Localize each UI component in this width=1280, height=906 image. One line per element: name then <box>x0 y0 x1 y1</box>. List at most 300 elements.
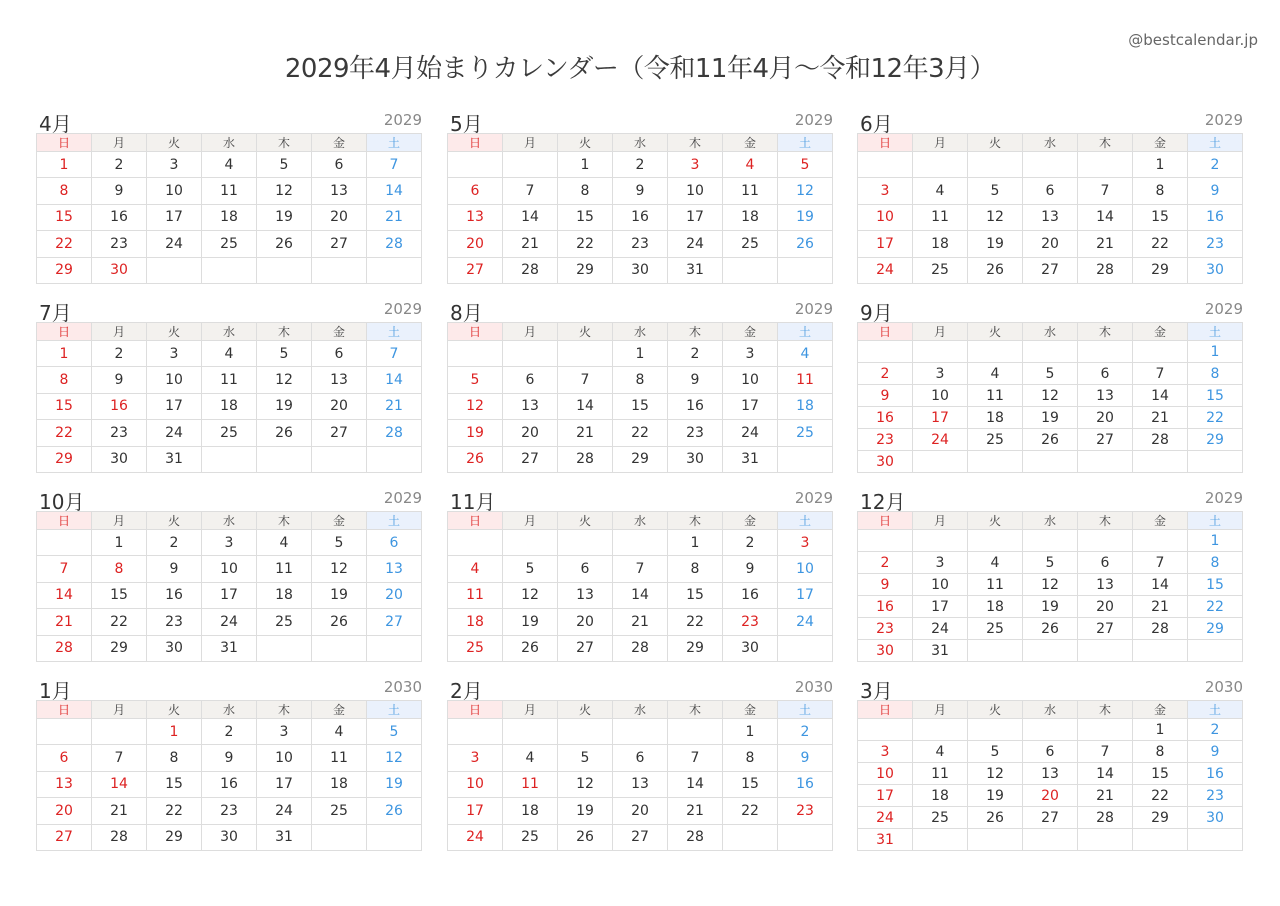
day-cell: 22 <box>558 231 613 257</box>
day-cell: 11 <box>503 771 558 797</box>
day-cell: 7 <box>367 341 422 367</box>
empty-cell <box>913 719 968 741</box>
day-cell: 12 <box>558 771 613 797</box>
day-cell: 23 <box>723 609 778 635</box>
weekday-header: 日 <box>37 512 92 530</box>
day-cell: 6 <box>1023 178 1078 204</box>
weekday-header: 金 <box>1133 701 1188 719</box>
day-cell: 8 <box>1188 552 1243 574</box>
day-cell: 22 <box>613 420 668 446</box>
empty-cell <box>1133 341 1188 363</box>
weekday-header: 日 <box>448 512 503 530</box>
weekday-header: 金 <box>1133 512 1188 530</box>
day-cell: 11 <box>968 574 1023 596</box>
day-cell: 6 <box>448 178 503 204</box>
day-cell: 25 <box>723 231 778 257</box>
empty-cell <box>202 257 257 283</box>
day-cell: 23 <box>858 618 913 640</box>
day-cell: 26 <box>968 257 1023 283</box>
day-cell: 11 <box>723 178 778 204</box>
empty-cell <box>968 341 1023 363</box>
day-cell: 15 <box>558 204 613 230</box>
day-cell: 21 <box>558 420 613 446</box>
day-cell: 12 <box>1023 385 1078 407</box>
empty-cell <box>147 257 202 283</box>
day-cell: 3 <box>723 341 778 367</box>
day-cell: 13 <box>312 367 367 393</box>
day-cell: 10 <box>448 771 503 797</box>
weekday-header: 土 <box>367 323 422 341</box>
day-cell: 4 <box>202 152 257 178</box>
day-cell: 9 <box>723 556 778 582</box>
day-cell: 16 <box>613 204 668 230</box>
day-cell: 21 <box>1078 231 1133 257</box>
day-cell: 21 <box>367 204 422 230</box>
day-cell: 21 <box>1133 407 1188 429</box>
day-cell: 14 <box>1133 385 1188 407</box>
day-cell: 4 <box>723 152 778 178</box>
day-cell: 13 <box>312 178 367 204</box>
day-cell: 31 <box>257 824 312 850</box>
day-cell: 23 <box>202 798 257 824</box>
day-cell: 7 <box>367 152 422 178</box>
month-year: 2030 <box>1204 678 1243 696</box>
day-cell: 5 <box>312 530 367 556</box>
day-cell: 8 <box>1188 363 1243 385</box>
day-cell: 16 <box>92 204 147 230</box>
day-cell: 21 <box>37 609 92 635</box>
day-cell: 20 <box>312 393 367 419</box>
day-cell: 14 <box>503 204 558 230</box>
day-cell: 28 <box>558 446 613 472</box>
day-cell: 25 <box>968 429 1023 451</box>
weekday-header: 土 <box>778 512 833 530</box>
day-cell: 18 <box>503 798 558 824</box>
day-cell: 26 <box>367 798 422 824</box>
day-cell: 1 <box>1133 719 1188 741</box>
day-cell: 23 <box>1188 785 1243 807</box>
day-cell: 10 <box>858 204 913 230</box>
day-cell: 15 <box>613 393 668 419</box>
month-name: 2月 <box>450 679 483 703</box>
weekday-header: 月 <box>503 512 558 530</box>
day-cell: 16 <box>723 582 778 608</box>
day-cell: 31 <box>913 640 968 662</box>
empty-cell <box>968 640 1023 662</box>
month-table <box>447 133 833 284</box>
month-table <box>447 700 833 851</box>
empty-cell <box>312 824 367 850</box>
month-block <box>447 297 833 481</box>
day-cell: 28 <box>367 420 422 446</box>
day-cell: 13 <box>367 556 422 582</box>
month-name: 4月 <box>39 112 72 136</box>
day-cell: 12 <box>367 745 422 771</box>
empty-cell <box>1188 829 1243 851</box>
day-cell: 18 <box>202 393 257 419</box>
day-cell: 29 <box>1188 429 1243 451</box>
day-cell: 26 <box>448 446 503 472</box>
day-cell: 20 <box>312 204 367 230</box>
day-cell: 15 <box>1188 385 1243 407</box>
day-cell: 21 <box>367 393 422 419</box>
day-cell: 10 <box>778 556 833 582</box>
day-cell: 16 <box>858 596 913 618</box>
day-cell: 9 <box>778 745 833 771</box>
day-cell: 24 <box>858 807 913 829</box>
day-cell: 15 <box>1133 763 1188 785</box>
weekday-header: 木 <box>1078 323 1133 341</box>
day-cell: 8 <box>1133 741 1188 763</box>
empty-cell <box>448 530 503 556</box>
weekday-header: 火 <box>968 512 1023 530</box>
day-cell: 2 <box>668 341 723 367</box>
day-cell: 28 <box>92 824 147 850</box>
day-cell: 2 <box>1188 152 1243 178</box>
empty-cell <box>1133 530 1188 552</box>
empty-cell <box>1188 640 1243 662</box>
month-year: 2030 <box>383 678 422 696</box>
day-cell: 29 <box>1133 257 1188 283</box>
weekday-header: 水 <box>202 323 257 341</box>
day-cell: 1 <box>723 719 778 745</box>
month-year: 2029 <box>794 489 833 507</box>
empty-cell <box>913 829 968 851</box>
empty-cell <box>257 446 312 472</box>
weekday-header: 日 <box>37 323 92 341</box>
empty-cell <box>1023 640 1078 662</box>
empty-cell <box>858 530 913 552</box>
day-cell: 4 <box>913 178 968 204</box>
day-cell: 6 <box>613 745 668 771</box>
empty-cell <box>1023 451 1078 473</box>
empty-cell <box>92 719 147 745</box>
weekday-header: 土 <box>778 323 833 341</box>
weekday-header: 日 <box>858 323 913 341</box>
empty-cell <box>668 719 723 745</box>
weekday-header: 金 <box>312 701 367 719</box>
day-cell: 22 <box>92 609 147 635</box>
empty-cell <box>913 451 968 473</box>
day-cell: 18 <box>968 596 1023 618</box>
empty-cell <box>1023 152 1078 178</box>
day-cell: 28 <box>37 635 92 661</box>
day-cell: 31 <box>858 829 913 851</box>
day-cell: 24 <box>257 798 312 824</box>
day-cell: 30 <box>723 635 778 661</box>
weekday-header: 土 <box>778 134 833 152</box>
empty-cell <box>558 719 613 745</box>
day-cell: 4 <box>312 719 367 745</box>
day-cell: 2 <box>613 152 668 178</box>
weekday-header: 金 <box>723 134 778 152</box>
month-table <box>447 511 833 662</box>
empty-cell <box>367 257 422 283</box>
month-table <box>36 133 422 284</box>
day-cell: 17 <box>147 204 202 230</box>
day-cell: 19 <box>312 582 367 608</box>
empty-cell <box>37 530 92 556</box>
day-cell: 24 <box>147 231 202 257</box>
month-name: 10月 <box>39 490 85 514</box>
day-cell: 25 <box>312 798 367 824</box>
day-cell: 20 <box>1078 596 1133 618</box>
day-cell: 28 <box>367 231 422 257</box>
weekday-header: 木 <box>1078 134 1133 152</box>
month-year: 2029 <box>1204 489 1243 507</box>
weekday-header: 土 <box>1188 512 1243 530</box>
day-cell: 1 <box>92 530 147 556</box>
day-cell: 20 <box>503 420 558 446</box>
empty-cell <box>778 824 833 850</box>
day-cell: 27 <box>558 635 613 661</box>
weekday-header: 木 <box>1078 512 1133 530</box>
month-table <box>857 700 1243 851</box>
day-cell: 30 <box>202 824 257 850</box>
day-cell: 18 <box>968 407 1023 429</box>
month-year: 2029 <box>383 111 422 129</box>
day-cell: 7 <box>1078 178 1133 204</box>
day-cell: 19 <box>257 393 312 419</box>
day-cell: 4 <box>257 530 312 556</box>
month-year: 2029 <box>1204 300 1243 318</box>
day-cell: 30 <box>147 635 202 661</box>
day-cell: 5 <box>257 341 312 367</box>
weekday-header: 月 <box>503 134 558 152</box>
weekday-header: 土 <box>1188 701 1243 719</box>
weekday-header: 水 <box>613 134 668 152</box>
day-cell: 11 <box>913 204 968 230</box>
empty-cell <box>448 719 503 745</box>
day-cell: 28 <box>1133 429 1188 451</box>
day-cell: 24 <box>202 609 257 635</box>
day-cell: 24 <box>913 618 968 640</box>
empty-cell <box>558 530 613 556</box>
day-cell: 21 <box>503 231 558 257</box>
day-cell: 14 <box>367 367 422 393</box>
weekday-header: 火 <box>558 134 613 152</box>
weekday-header: 月 <box>503 323 558 341</box>
empty-cell <box>1023 829 1078 851</box>
day-cell: 6 <box>367 530 422 556</box>
day-cell: 21 <box>1133 596 1188 618</box>
weekday-header: 水 <box>202 512 257 530</box>
empty-cell <box>503 341 558 367</box>
weekday-header: 水 <box>1023 134 1078 152</box>
day-cell: 25 <box>202 231 257 257</box>
weekday-header: 月 <box>503 701 558 719</box>
day-cell: 7 <box>1133 363 1188 385</box>
month-block <box>36 297 422 481</box>
weekday-header: 水 <box>1023 512 1078 530</box>
day-cell: 7 <box>613 556 668 582</box>
day-cell: 5 <box>1023 363 1078 385</box>
day-cell: 25 <box>257 609 312 635</box>
empty-cell <box>257 257 312 283</box>
day-cell: 18 <box>913 231 968 257</box>
weekday-header: 金 <box>723 323 778 341</box>
day-cell: 13 <box>1078 574 1133 596</box>
weekday-header: 水 <box>613 701 668 719</box>
month-block <box>447 675 833 859</box>
day-cell: 27 <box>1078 618 1133 640</box>
day-cell: 8 <box>723 745 778 771</box>
day-cell: 23 <box>858 429 913 451</box>
weekday-header: 金 <box>312 134 367 152</box>
empty-cell <box>1133 451 1188 473</box>
day-cell: 6 <box>1078 363 1133 385</box>
weekday-header: 月 <box>92 701 147 719</box>
day-cell: 8 <box>558 178 613 204</box>
weekday-header: 火 <box>558 323 613 341</box>
weekday-header: 日 <box>858 701 913 719</box>
day-cell: 5 <box>1023 552 1078 574</box>
weekday-header: 金 <box>723 701 778 719</box>
day-cell: 13 <box>613 771 668 797</box>
day-cell: 30 <box>858 640 913 662</box>
day-cell: 20 <box>1023 231 1078 257</box>
day-cell: 11 <box>257 556 312 582</box>
day-cell: 11 <box>913 763 968 785</box>
day-cell: 17 <box>723 393 778 419</box>
month-block <box>857 675 1243 859</box>
day-cell: 12 <box>257 367 312 393</box>
day-cell: 4 <box>778 341 833 367</box>
month-name: 11月 <box>450 490 496 514</box>
weekday-header: 月 <box>913 512 968 530</box>
day-cell: 31 <box>668 257 723 283</box>
day-cell: 14 <box>92 771 147 797</box>
day-cell: 21 <box>1078 785 1133 807</box>
day-cell: 7 <box>92 745 147 771</box>
weekday-header: 水 <box>1023 701 1078 719</box>
day-cell: 24 <box>147 420 202 446</box>
empty-cell <box>1078 341 1133 363</box>
empty-cell <box>1023 341 1078 363</box>
day-cell: 12 <box>312 556 367 582</box>
day-cell: 16 <box>147 582 202 608</box>
day-cell: 30 <box>858 451 913 473</box>
day-cell: 12 <box>257 178 312 204</box>
day-cell: 26 <box>1023 618 1078 640</box>
day-cell: 19 <box>1023 596 1078 618</box>
day-cell: 4 <box>968 363 1023 385</box>
day-cell: 20 <box>613 798 668 824</box>
day-cell: 25 <box>448 635 503 661</box>
empty-cell <box>558 341 613 367</box>
month-block <box>36 108 422 292</box>
day-cell: 21 <box>668 798 723 824</box>
weekday-header: 木 <box>668 701 723 719</box>
day-cell: 10 <box>147 367 202 393</box>
empty-cell <box>1078 530 1133 552</box>
empty-cell <box>858 341 913 363</box>
empty-cell <box>367 824 422 850</box>
day-cell: 22 <box>668 609 723 635</box>
empty-cell <box>37 719 92 745</box>
empty-cell <box>778 257 833 283</box>
day-cell: 10 <box>147 178 202 204</box>
day-cell: 26 <box>778 231 833 257</box>
day-cell: 9 <box>858 385 913 407</box>
page-title: 2029年4月始まりカレンダー（令和11年4月〜令和12年3月） <box>284 54 996 84</box>
day-cell: 9 <box>92 367 147 393</box>
month-table <box>857 511 1243 662</box>
day-cell: 29 <box>37 446 92 472</box>
day-cell: 16 <box>1188 763 1243 785</box>
day-cell: 3 <box>257 719 312 745</box>
day-cell: 19 <box>968 231 1023 257</box>
weekday-header: 木 <box>668 134 723 152</box>
day-cell: 8 <box>37 178 92 204</box>
day-cell: 18 <box>723 204 778 230</box>
weekday-header: 土 <box>367 512 422 530</box>
day-cell: 19 <box>503 609 558 635</box>
month-year: 2029 <box>383 489 422 507</box>
empty-cell <box>723 257 778 283</box>
day-cell: 27 <box>448 257 503 283</box>
day-cell: 14 <box>558 393 613 419</box>
day-cell: 22 <box>37 420 92 446</box>
day-cell: 23 <box>1188 231 1243 257</box>
day-cell: 15 <box>147 771 202 797</box>
weekday-header: 金 <box>312 512 367 530</box>
day-cell: 20 <box>367 582 422 608</box>
month-table <box>447 322 833 473</box>
day-cell: 30 <box>1188 807 1243 829</box>
day-cell: 12 <box>968 763 1023 785</box>
day-cell: 15 <box>723 771 778 797</box>
empty-cell <box>613 530 668 556</box>
day-cell: 2 <box>1188 719 1243 741</box>
day-cell: 1 <box>1188 530 1243 552</box>
day-cell: 13 <box>558 582 613 608</box>
day-cell: 26 <box>1023 429 1078 451</box>
day-cell: 5 <box>367 719 422 745</box>
day-cell: 28 <box>613 635 668 661</box>
day-cell: 11 <box>778 367 833 393</box>
day-cell: 29 <box>1188 618 1243 640</box>
empty-cell <box>968 451 1023 473</box>
month-table <box>36 700 422 851</box>
day-cell: 1 <box>147 719 202 745</box>
day-cell: 3 <box>668 152 723 178</box>
weekday-header: 金 <box>1133 134 1188 152</box>
weekday-header: 月 <box>92 323 147 341</box>
month-year: 2029 <box>383 300 422 318</box>
day-cell: 31 <box>723 446 778 472</box>
day-cell: 1 <box>37 341 92 367</box>
day-cell: 5 <box>778 152 833 178</box>
day-cell: 12 <box>503 582 558 608</box>
day-cell: 17 <box>858 785 913 807</box>
day-cell: 4 <box>968 552 1023 574</box>
weekday-header: 火 <box>147 323 202 341</box>
day-cell: 23 <box>668 420 723 446</box>
empty-cell <box>448 341 503 367</box>
empty-cell <box>723 824 778 850</box>
day-cell: 26 <box>257 231 312 257</box>
day-cell: 13 <box>503 393 558 419</box>
month-name: 8月 <box>450 301 483 325</box>
day-cell: 25 <box>778 420 833 446</box>
month-year: 2029 <box>1204 111 1243 129</box>
day-cell: 15 <box>92 582 147 608</box>
weekday-header: 木 <box>257 323 312 341</box>
empty-cell <box>778 446 833 472</box>
day-cell: 16 <box>1188 204 1243 230</box>
day-cell: 19 <box>778 204 833 230</box>
